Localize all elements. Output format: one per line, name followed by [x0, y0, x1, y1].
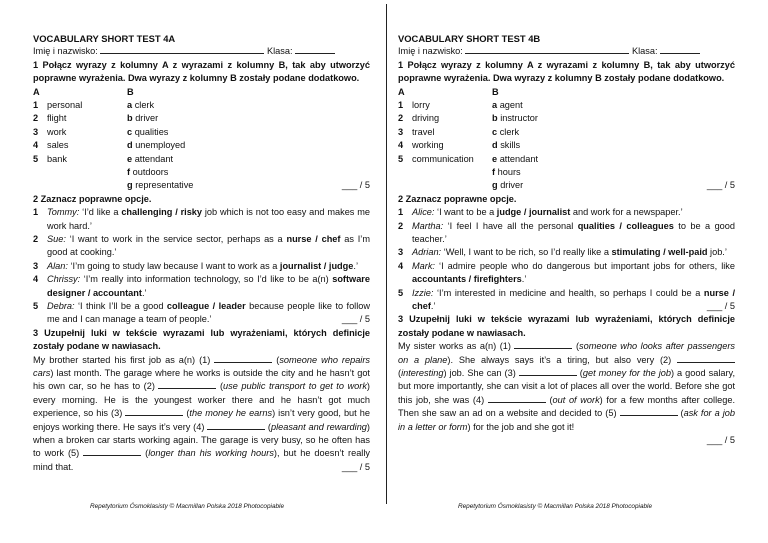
sentence-start: ‘I’m going to study law because I want to work as a	[67, 260, 280, 271]
answer-options[interactable]: software designer / accountant	[47, 274, 370, 298]
sentence-start: ‘I want to be a	[434, 207, 497, 218]
column-b-option	[127, 166, 370, 179]
option-letter: d	[127, 140, 133, 151]
sentence-start: ‘I’m interested in medicine and health, so perhaps I could be a	[433, 287, 704, 298]
gap-blank[interactable]	[514, 340, 572, 349]
match-list	[398, 99, 735, 193]
column-b-option	[492, 126, 735, 139]
column-b-option	[127, 112, 370, 125]
gap-blank[interactable]	[519, 367, 577, 376]
match-row	[33, 139, 370, 152]
question-number: 4	[33, 274, 39, 285]
answer-options[interactable]: nurse / chef	[412, 287, 736, 311]
match-row	[33, 126, 370, 139]
option-question	[398, 206, 735, 219]
gap-blank[interactable]	[620, 407, 678, 416]
column-b-option	[127, 126, 370, 139]
item-number: 1	[398, 100, 404, 111]
column-b-option	[127, 153, 370, 166]
option-letter: e	[492, 153, 498, 164]
answer-options[interactable]: colleague / leader	[166, 301, 246, 311]
question-text	[47, 300, 370, 327]
sentence-end: because people like to follow me and I can manage a team of people.’	[47, 301, 371, 325]
gap-blank[interactable]	[83, 447, 141, 456]
gap-blank[interactable]	[207, 421, 265, 430]
item-number	[398, 179, 412, 192]
speaker-name: Martha:	[412, 220, 444, 231]
question-text	[47, 273, 370, 300]
score: ___ / 5	[341, 180, 370, 191]
column-a-word: driving	[412, 113, 440, 124]
page-divider	[386, 4, 387, 504]
speaker-name: Sue:	[47, 233, 66, 244]
item-number	[398, 166, 412, 179]
column-b-option	[492, 99, 735, 112]
question-text	[47, 206, 370, 233]
sentence-start: ‘I’d like a	[79, 207, 122, 218]
item-number: 5	[33, 153, 39, 164]
column-a-word: lorry	[412, 100, 430, 111]
match-row	[398, 166, 735, 179]
gap-blank[interactable]	[214, 354, 272, 363]
option-word: representative	[135, 180, 194, 191]
sentence-end: to be a good teacher.’	[412, 220, 736, 244]
column-a-word: work	[47, 126, 67, 137]
gap-blank[interactable]	[125, 407, 183, 416]
option-letter: g	[127, 180, 133, 191]
sentence-start: ‘Well, I want to be rich, so I’d really like a	[441, 247, 612, 258]
speaker-name: Adrian:	[412, 247, 442, 258]
speaker-name: Izzie:	[412, 287, 434, 298]
option-word: instructor	[500, 113, 538, 124]
ex3-heading: 3 Uzupełnij luki w tekście wyrazami lub wyrażeniami, których definicje zostały podane w nawiasach.	[398, 314, 735, 338]
column-a-word: personal	[47, 100, 83, 111]
speaker-name: Mark:	[412, 260, 435, 271]
answer-options[interactable]: journalist / judge	[279, 260, 354, 271]
options-list	[398, 206, 735, 313]
ex2-heading: 2 Zaznacz poprawne opcje.	[398, 193, 517, 204]
sentence-end: .’	[353, 260, 358, 271]
speaker-name: Debra:	[47, 301, 75, 311]
match-row	[33, 112, 370, 125]
match-row	[33, 166, 370, 179]
option-question	[33, 206, 370, 233]
item-number: 2	[398, 113, 404, 124]
option-word: outdoors	[132, 166, 169, 177]
option-word: hours	[497, 166, 521, 177]
question-text	[412, 260, 735, 287]
column-b-option	[127, 99, 370, 112]
option-letter: a	[492, 100, 498, 111]
column-a-word: bank	[47, 153, 67, 164]
option-question	[33, 273, 370, 300]
match-row	[398, 139, 735, 152]
question-text	[412, 287, 735, 314]
question-text	[47, 233, 370, 260]
item-number: 3	[33, 126, 39, 137]
name-blank[interactable]	[100, 45, 264, 54]
name-line: Imię i nazwisko: Klasa:	[33, 45, 370, 58]
match-row	[398, 179, 735, 192]
option-word: qualities	[134, 126, 169, 137]
column-b-option	[127, 179, 370, 192]
item-number	[33, 166, 47, 179]
option-letter: b	[127, 113, 133, 124]
column-b-option	[492, 139, 735, 152]
question-number: 5	[398, 287, 404, 298]
match-row	[398, 112, 735, 125]
score: ___ / 5	[706, 435, 735, 446]
column-a-word	[47, 166, 127, 179]
option-word: clerk	[499, 126, 520, 137]
ex2-heading: 2 Zaznacz poprawne opcje.	[33, 193, 152, 204]
option-letter: c	[127, 126, 133, 137]
option-question	[398, 220, 735, 247]
score: ___ / 5	[706, 301, 735, 311]
column-b-option	[127, 139, 370, 152]
sentence-start: ‘I admire people who do dangerous but important jobs for others, like	[434, 260, 735, 271]
match-row	[33, 99, 370, 112]
score: ___ / 5	[706, 180, 735, 191]
option-word: driver	[135, 113, 159, 124]
name-blank[interactable]	[465, 45, 629, 54]
option-word: clerk	[134, 100, 155, 111]
column-a-word: flight	[47, 113, 67, 124]
score: ___ / 5	[341, 314, 370, 325]
match-row	[398, 99, 735, 112]
match-list	[33, 99, 370, 193]
option-question	[33, 233, 370, 260]
answer-options[interactable]: accountants / firefighters	[412, 274, 522, 285]
option-question	[398, 260, 735, 287]
question-number: 3	[398, 247, 404, 258]
option-word: attendant	[134, 153, 174, 164]
match-row	[398, 126, 735, 139]
option-letter: d	[492, 140, 498, 151]
column-a-word: sales	[47, 140, 69, 151]
item-number: 1	[33, 100, 39, 111]
option-word: driver	[500, 180, 524, 191]
options-list	[33, 206, 370, 327]
ex1-heading: 1 Połącz wyrazy z kolumny A z wyrazami z kolumny B, tak aby utworzyć poprawne wyrażenia. Dwa wyrazy z kolumny B zostały podane dodatkowo.	[33, 59, 370, 84]
sentence-end: as I’m good at cooking.’	[47, 233, 370, 258]
option-letter: g	[492, 180, 498, 191]
question-number: 4	[398, 260, 404, 271]
question-number: 5	[33, 301, 39, 311]
column-b-option	[492, 153, 735, 166]
score: ___ / 5	[341, 461, 370, 472]
option-question	[398, 246, 735, 259]
answer-options[interactable]: nurse / chef	[286, 233, 341, 244]
option-word: unemployed	[135, 140, 186, 151]
sentence-end: .’	[141, 287, 147, 298]
answer-options[interactable]: challenging / risky	[121, 207, 203, 218]
sentence-end: job which is not too easy and makes me work hard.’	[47, 207, 370, 231]
test-4b	[398, 0, 735, 447]
question-number: 2	[398, 220, 404, 231]
answer-options[interactable]: stimulating / well-paid	[611, 247, 708, 258]
test-title: VOCABULARY SHORT TEST 4A	[33, 33, 176, 44]
item-number	[33, 179, 47, 192]
option-letter: e	[127, 153, 133, 164]
question-text	[412, 206, 735, 219]
speaker-name: Chrissy:	[47, 274, 81, 285]
question-text	[47, 260, 370, 273]
sentence-start: ‘I think I’ll be a good	[74, 301, 167, 311]
ex3-heading: 3 Uzupełnij luki w tekście wyrazami lub wyrażeniami, których definicje zostały podane w nawiasach.	[33, 327, 370, 352]
speaker-name: Alan:	[47, 260, 68, 271]
column-b-option	[492, 166, 735, 179]
name-line: Imię i nazwisko: Klasa:	[398, 45, 735, 58]
gap-fill-text: My brother started his first job as a(n) (1) (someone who repairs cars) last month. The garage where he works is outside the city and he hasn’t got his own car, so he has to (2) (use public transport to get to work) every morning. He is the youngest worker there and he hasn’t got much experience, so his (3) (the money he earns) isn’t very good, but he enjoys working there. He says it’s very (4) (pleasant and rewarding) when a broken car starts working again. The garage is very busy, so he often has to work (5) (longer than his working hours), but he doesn’t really mind that. ___ / 5	[33, 354, 370, 475]
sentence-end: job.’	[707, 247, 727, 258]
gap-fill-text: My sister works as a(n) (1) (someone who looks after passengers on a plane). She always says it’s a tiring, but also very (2) (interesting) job. She can (3) (get money for the job) a good salary, but more importantly, she can visit a lot of places all over the world. Before she got this job, she was (4) (out of work) for a few months after college. Then she saw an ad on a website and decided to (5) (ask for a job in a letter or form) for the job and she got it! ___ / 5	[398, 340, 735, 447]
question-number: 1	[398, 207, 404, 218]
question-number: 2	[33, 233, 39, 244]
option-question	[398, 287, 735, 314]
gap-blank[interactable]	[677, 354, 735, 363]
question-number: 3	[33, 260, 39, 271]
question-text	[412, 220, 735, 247]
column-headers: A B	[33, 86, 134, 97]
option-letter: f	[127, 166, 131, 177]
column-a-word	[412, 179, 492, 192]
column-a-word: travel	[412, 126, 435, 137]
answer-options[interactable]: qualities / colleagues	[577, 220, 674, 231]
option-letter: f	[492, 166, 496, 177]
column-headers: A B	[398, 86, 499, 97]
sentence-start: ‘I feel I have all the personal	[443, 220, 578, 231]
gap-blank[interactable]	[158, 380, 216, 389]
sentence-start: ‘I’m really into information technology, so I’d like to be a(n)	[80, 274, 333, 285]
sentence-end: .’	[521, 274, 527, 285]
class-blank[interactable]	[295, 45, 335, 54]
sentence-start: ‘I want to work in the service sector, perhaps as a	[65, 233, 287, 244]
item-number: 4	[33, 140, 39, 151]
option-word: agent	[499, 100, 523, 111]
item-number: 4	[398, 140, 404, 151]
option-letter: c	[492, 126, 498, 137]
item-number: 5	[398, 153, 404, 164]
speaker-name: Tommy:	[47, 207, 80, 218]
option-question	[33, 300, 370, 327]
option-letter: a	[127, 100, 133, 111]
option-word: skills	[500, 140, 521, 151]
sentence-end: .’	[430, 301, 436, 311]
column-a-word	[47, 179, 127, 192]
footer-right: Repetytorium Ósmoklasisty © Macmillan Polska 2018 Photocopiable	[458, 503, 653, 510]
match-row	[33, 179, 370, 192]
question-number: 1	[33, 207, 39, 218]
item-number: 2	[33, 113, 39, 124]
gap-blank[interactable]	[488, 394, 546, 403]
column-a-word: communication	[412, 153, 474, 164]
speaker-name: Alice:	[412, 207, 435, 218]
answer-options[interactable]: judge / journalist	[496, 207, 571, 218]
column-a-word	[412, 166, 492, 179]
column-b-option	[492, 112, 735, 125]
sentence-end: and work for a newspaper.’	[570, 207, 683, 218]
footer-left: Repetytorium Ósmoklasisty © Macmillan Polska 2018 Photocopiable	[90, 503, 285, 510]
test-title: VOCABULARY SHORT TEST 4B	[398, 33, 541, 44]
question-text	[412, 246, 735, 259]
item-number: 3	[398, 126, 404, 137]
column-a-word: working	[412, 140, 444, 151]
match-row	[398, 153, 735, 166]
column-b-option	[492, 179, 735, 192]
option-question	[33, 260, 370, 273]
match-row	[33, 153, 370, 166]
option-letter: b	[492, 113, 498, 124]
test-4a	[33, 0, 370, 474]
ex1-heading: 1 Połącz wyrazy z kolumny A z wyrazami z kolumny B, tak aby utworzyć poprawne wyrażenia. Dwa wyrazy z kolumny B zostały podane dodatkowo.	[398, 59, 735, 84]
option-word: attendant	[499, 153, 539, 164]
class-blank[interactable]	[660, 45, 700, 54]
